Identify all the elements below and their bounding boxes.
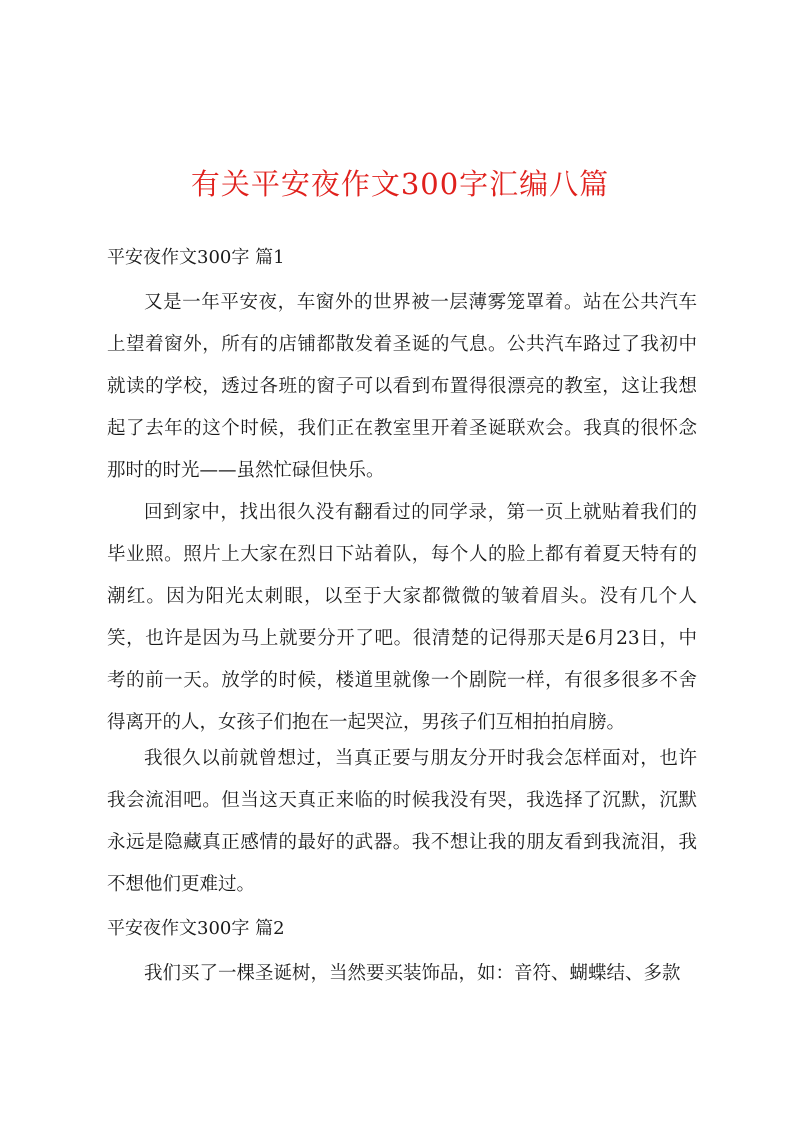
paragraph: 我们买了一棵圣诞树，当然要买装饰品，如：音符、蝴蝶结、多款 <box>144 963 681 984</box>
paragraph: 我很久以前就曾想过，当真正要与朋友分开时我会怎样面对，也许我会流泪吧。但当这天真正来临的时候我没有哭，我选择了沉默，沉默永远是隐藏真正感情的最好的武器。我不想让我的朋友看到我流泪，我不想他们更难过。 <box>107 748 697 895</box>
paragraph: 又是一年平安夜，车窗外的世界被一层薄雾笼罩着。站在公共汽车上望着窗外，所有的店铺都散发着圣诞的气息。公共汽车路过了我初中就读的学校，透过各班的窗子可以看到布置得很漂亮的教室，这让我想起了去年的这个时候，我们正在教室里开着圣诞联欢会。我真的很怀念那时的时光——虽然忙碌但快乐。 <box>107 292 697 481</box>
section-heading-1: 平安夜作文300字 篇1 <box>107 247 285 268</box>
section-heading-2: 平安夜作文300字 篇2 <box>107 918 285 939</box>
paragraph: 回到家中，找出很久没有翻看过的同学录，第一页上就贴着我们的毕业照。照片上大家在烈日下站着队，每个人的脸上都有着夏天特有的潮红。因为阳光太刺眼，以至于大家都微微的皱着眉头。没有几个人笑，也许是因为马上就要分开了吧。很清楚的记得那天是6月23日，中考的前一天。放学的时候，楼道里就像一个剧院一样，有很多很多不舍得离开的人，女孩子们抱在一起哭泣，男孩子们互相拍拍肩膀。 <box>107 502 697 733</box>
document-title: 有关平安夜作文300字汇编八篇 <box>190 167 610 201</box>
